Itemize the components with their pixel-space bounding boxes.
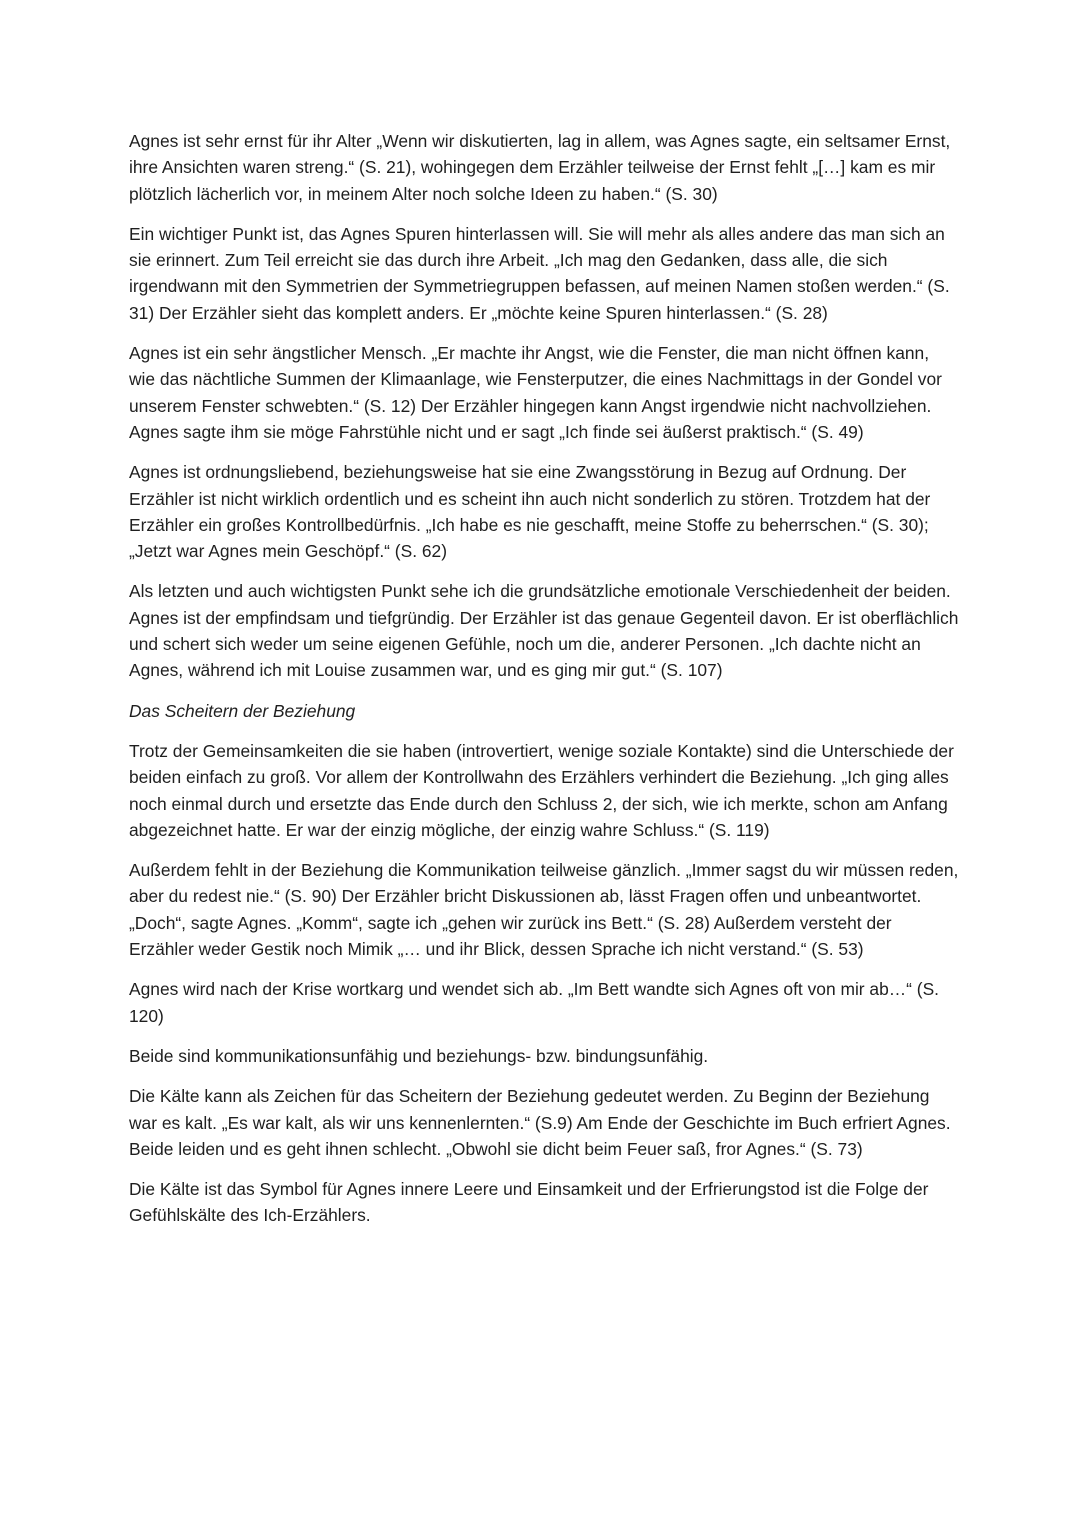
paragraph-fear: Agnes ist ein sehr ängstlicher Mensch. „Er machte ihr Angst, wie die Fenster, die man nicht öffnen kann, wie das nächtliche Summen der Klimaanlage, wie Fensterputzer, die eines Nachmittags in der Gondel vor unserem Fenster schwebten.“ (S. 12) Der Erzähler hingegen kann Angst irgendwie nicht nachvollziehen. Agnes sagte ihm sie möge Fahrstühle nicht und er sagt „Ich finde sei äußerst praktisch.“ (S. 49)	[129, 343, 942, 442]
paragraph-differences: Trotz der Gemeinsamkeiten die sie haben (introvertiert, wenige soziale Kontakte) sind die Unterschiede der beiden einfach zu groß. Vor allem der Kontrollwahn des Erzählers verhindert die Beziehung. „Ich ging alles noch einmal durch und ersetzte das Ende durch den Schluss 2, der sich, wie ich merkte, schon am Anfang abgezeichnet hatte. Er war der einzig mögliche, der einzig wahre Schluss.“ (S. 119)	[129, 740, 954, 840]
document-page	[129, 128, 959, 1243]
paragraph-inability: Beide sind kommunikationsunfähig und beziehungs- bzw. bindungsunfähig.	[129, 1045, 709, 1066]
paragraph-seriousness: Agnes ist sehr ernst für ihr Alter „Wenn wir diskutierten, lag in allem, was Agnes sagte, ein seltsamer Ernst, ihre Ansichten waren streng.“ (S. 21), wohingegen dem Erzähler teilweise der Ernst fehlt „[…] kam es mir plötzlich lächerlich vor, in meinem Alter noch solche Ideen zu haben.“ (S. 30)	[129, 131, 951, 204]
paragraph-withdrawal: Agnes wird nach der Krise wortkarg und wendet sich ab. „Im Bett wandte sich Agnes oft von mir ab…“ (S. 120)	[129, 979, 940, 1026]
paragraph-traces: Ein wichtiger Punkt ist, das Agnes Spuren hinterlassen will. Sie will mehr als alles andere das man sich an sie erinnert. Zum Teil erreicht sie das durch ihre Arbeit. „Ich mag den Gedanken, dass alle, die sich irgendwann mit den Symmetrien der Symmetriegruppen befassen, auf meinen Namen stoßen werden.“ (S. 31) Der Erzähler sieht das komplett anders. Er „möchte keine Spuren hinterlassen.“ (S. 28)	[129, 223, 950, 323]
paragraph-cold: Die Kälte kann als Zeichen für das Scheitern der Beziehung gedeutet werden. Zu Beginn der Beziehung war es kalt. „Es war kalt, als wir uns kennenlernten.“ (S.9) Am Ende der Geschichte im Buch erfriert Agnes. Beide leiden und es geht ihnen schlecht. „Obwohl sie dicht beim Feuer saß, fror Agnes.“ (S. 73)	[129, 1086, 951, 1159]
paragraph-order: Agnes ist ordnungsliebend, beziehungsweise hat sie eine Zwangsstörung in Bezug auf Ordnung. Der Erzähler ist nicht wirklich ordentlich und es scheint ihn auch nicht sonderlich zu stören. Trotzdem hat der Erzähler ein großes Kontrollbedürfnis. „Ich habe es nie geschafft, meine Stoffe zu beherrschen.“ (S. 30); „Jetzt war Agnes mein Geschöpf.“ (S. 62)	[129, 462, 931, 562]
section-heading: Das Scheitern der Beziehung	[129, 700, 356, 721]
paragraph-symbol: Die Kälte ist das Symbol für Agnes innere Leere und Einsamkeit und der Erfrierungstod ist die Folge der Gefühlskälte des Ich-Erzählers.	[129, 1179, 929, 1226]
paragraph-emotional-difference: Als letzten und auch wichtigsten Punkt sehe ich die grundsätzliche emotionale Verschiedenheit der beiden. Agnes ist der empfindsam und tiefgründig. Der Erzähler ist das genaue Gegenteil davon. Er ist oberflächlich und schert sich weder um seine eigenen Gefühle, noch um die, anderer Personen. „Ich dachte nicht an Agnes, während ich mit Louise zusammen war, und es ging mir gut.“ (S. 107)	[129, 581, 959, 681]
paragraph-communication: Außerdem fehlt in der Beziehung die Kommunikation teilweise gänzlich. „Immer sagst du wir müssen reden, aber du redest nie.“ (S. 90) Der Erzähler bricht Diskussionen ab, lässt Fragen offen und unbeantwortet. „Doch“, sagte Agnes. „Komm“, sagte ich „gehen wir zurück ins Bett.“ (S. 28) Außerdem versteht der Erzähler weder Gestik noch Mimik „… und ihr Blick, dessen Sprache ich nicht verstand.“ (S. 53)	[129, 860, 959, 960]
